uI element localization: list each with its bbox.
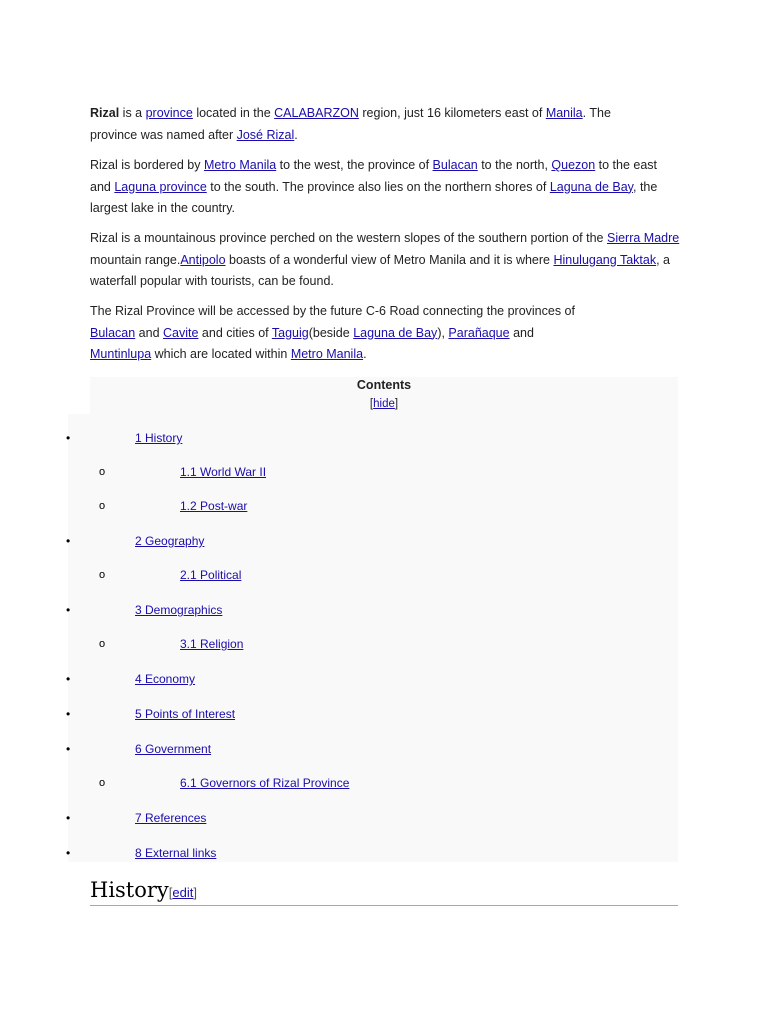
toc-item-political xyxy=(68,565,678,585)
toc-link-governors[interactable]: 6.1 Governors of Rizal Province xyxy=(180,776,350,790)
circle-bullet-icon: o xyxy=(99,638,106,650)
toc-item-post-war xyxy=(68,496,678,516)
bullet-icon: • xyxy=(66,846,71,860)
bullet-icon: • xyxy=(66,742,71,756)
toc-item-references xyxy=(68,808,678,828)
link-sierra-madre[interactable]: Sierra Madre xyxy=(606,231,680,245)
circle-bullet-icon: o xyxy=(99,466,106,478)
bullet-icon: • xyxy=(66,707,71,721)
link-province[interactable]: province xyxy=(145,106,193,120)
section-heading-history xyxy=(90,875,678,906)
toc-link-political[interactable]: 2.1 Political xyxy=(180,568,242,582)
link-muntinlupa[interactable]: Muntinlupa xyxy=(90,347,152,361)
toc-header xyxy=(90,377,678,414)
toc-link-world-war-ii[interactable]: 1.1 World War II xyxy=(180,465,267,479)
toc-item-external-links xyxy=(68,843,678,863)
link-manila[interactable]: Manila xyxy=(545,106,583,120)
bullet-icon: • xyxy=(66,811,71,825)
bullet-icon: • xyxy=(66,431,71,445)
toc-title: Contents xyxy=(356,378,412,392)
toc-item-governors xyxy=(68,773,678,793)
link-metro-manila[interactable]: Metro Manila xyxy=(290,347,364,361)
toc-item-government xyxy=(68,739,678,759)
link-metro-manila[interactable]: Metro Manila xyxy=(203,158,277,172)
toc-link-government[interactable]: 6 Government xyxy=(135,742,212,756)
toc-link-demographics[interactable]: 3 Demographics xyxy=(135,603,223,617)
link-cavite[interactable]: Cavite xyxy=(163,325,199,340)
toc-link-post-war[interactable]: 1.2 Post-war xyxy=(180,499,248,513)
edit-link[interactable]: edit xyxy=(172,885,194,900)
toc-link-external-links[interactable]: 8 External links xyxy=(135,846,217,860)
circle-bullet-icon: o xyxy=(99,777,106,789)
toc-item-history xyxy=(68,428,678,448)
bullet-icon: • xyxy=(66,534,71,548)
link-laguna-de-bay[interactable]: Laguna de Bay xyxy=(549,179,633,194)
toc-list xyxy=(68,414,678,862)
toc-link-points-of-interest[interactable]: 5 Points of Interest xyxy=(135,707,236,721)
intro-paragraph-2: Rizal is bordered by Metro Manila to the west, the province of Bulacan to the north, Quezon to the east and Laguna province to the south. The province also lies on the northern shores of Laguna de Bay, the largest lake in the country. xyxy=(90,158,658,215)
toc-item-economy xyxy=(68,669,678,689)
link-hinulugang-taktak[interactable]: Hinulugang Taktak xyxy=(553,252,657,267)
toc-toggle: [hide] xyxy=(369,398,399,410)
toc-item-geography xyxy=(68,531,678,551)
bullet-icon: • xyxy=(66,603,71,617)
article-subject: Rizal xyxy=(90,106,120,120)
toc-hide-link[interactable]: hide xyxy=(373,398,395,410)
link-laguna-province[interactable]: Laguna province xyxy=(114,179,207,194)
link-taguig[interactable]: Taguig xyxy=(271,325,309,340)
intro-paragraph-4: The Rizal Province will be accessed by the future C-6 Road connecting the provinces of Bulacan and Cavite and cities of Taguig(beside Laguna de Bay), Parañaque and Muntinlupa which are located within Metro Manila. xyxy=(90,304,575,361)
toc-link-religion[interactable]: 3.1 Religion xyxy=(180,637,244,651)
bullet-icon: • xyxy=(66,672,71,686)
toc-item-demographics xyxy=(68,600,678,620)
intro-paragraph-3: Rizal is a mountainous province perched on the western slopes of the southern portion of the Sierra Madre mountain range.Antipolo boasts of a wonderful view of Metro Manila and it is where Hinulugang Taktak, a waterfall popular with tourists, can be found. xyxy=(90,231,680,288)
toc-link-history[interactable]: 1 History xyxy=(135,431,183,445)
link-bulacan[interactable]: Bulacan xyxy=(90,325,136,340)
link-quezon[interactable]: Quezon xyxy=(551,158,596,172)
intro-paragraph-1: Rizal is a province located in the CALABARZON region, just 16 kilometers east of Manila. The province was named after José Rizal. xyxy=(90,106,611,142)
toc-link-geography[interactable]: 2 Geography xyxy=(135,534,205,548)
toc-item-points-of-interest xyxy=(68,704,678,724)
section-heading-text: History xyxy=(90,878,169,902)
toc-item-world-war-ii xyxy=(68,462,678,482)
toc-link-economy[interactable]: 4 Economy xyxy=(135,672,196,686)
link-paranaque[interactable]: Parañaque xyxy=(448,325,510,340)
section-edit: [edit] xyxy=(168,885,198,900)
link-bulacan[interactable]: Bulacan xyxy=(432,158,478,172)
toc-link-references[interactable]: 7 References xyxy=(135,811,207,825)
link-laguna-de-bay[interactable]: Laguna de Bay xyxy=(353,325,438,340)
circle-bullet-icon: o xyxy=(99,500,106,512)
circle-bullet-icon: o xyxy=(99,569,106,581)
link-calabarzon[interactable]: CALABARZON xyxy=(274,106,359,120)
toc-item-religion xyxy=(68,634,678,654)
link-jose-rizal[interactable]: José Rizal xyxy=(236,127,295,142)
link-antipolo[interactable]: Antipolo xyxy=(180,252,226,267)
